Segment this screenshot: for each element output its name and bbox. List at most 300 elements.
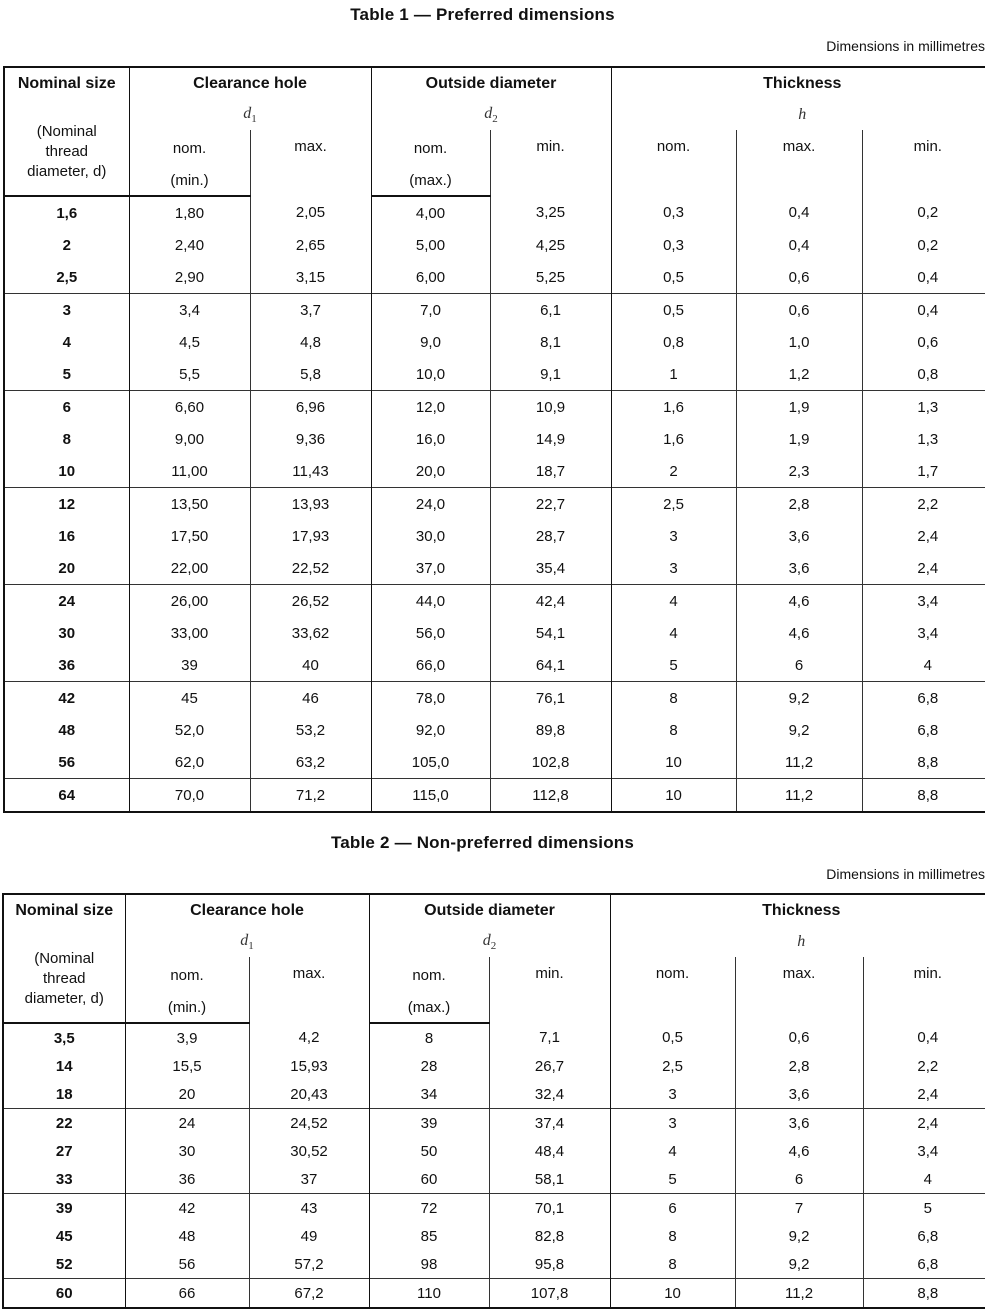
outside-nom-cell: 7,0 xyxy=(371,294,490,327)
nominal-size-cell: 4 xyxy=(62,333,71,351)
thickness-nom-cell: 0,5 xyxy=(611,261,736,294)
thickness-nom-cell: 2 xyxy=(611,455,736,488)
clearance-max-cell: 30,52 xyxy=(249,1137,369,1165)
table-row xyxy=(4,585,985,618)
nominal-size-cell: 27 xyxy=(55,1142,73,1160)
outside-nom-cell: 8 xyxy=(369,1023,489,1052)
thickness-max-cell: 9,2 xyxy=(736,714,862,746)
table-row xyxy=(4,326,985,358)
nominal-size-cell: 33 xyxy=(55,1170,73,1188)
outside-nom-cell: 105,0 xyxy=(371,746,490,779)
clearance-max-cell: 26,52 xyxy=(250,585,371,618)
thickness-max-cell: 1,9 xyxy=(736,423,862,455)
clearance-max-cell: 4,8 xyxy=(250,326,371,358)
table1-body xyxy=(4,196,985,812)
outside-nom-cell: 110 xyxy=(369,1279,489,1309)
nominal-note-line1: (Nominal xyxy=(36,122,97,140)
symbol-d1: $d_1$ xyxy=(125,927,369,957)
thickness-max-cell: 0,6 xyxy=(736,261,862,294)
nominal-size-cell: 45 xyxy=(55,1227,73,1245)
outside-nom-cell: 78,0 xyxy=(371,682,490,715)
header-clearance-hole: Clearance hole xyxy=(125,894,369,927)
header-clearance-hole: Clearance hole xyxy=(129,67,371,100)
outside-nom-cell: 9,0 xyxy=(371,326,490,358)
outside-min-cell: 64,1 xyxy=(490,649,611,682)
table-row xyxy=(3,1137,985,1165)
header-nom: nom. xyxy=(610,957,735,1023)
header-outside-diameter: Outside diameter xyxy=(371,67,611,100)
outside-min-cell: 37,4 xyxy=(489,1109,610,1138)
clearance-nom-cell: 36 xyxy=(125,1165,249,1194)
symbol-h: h xyxy=(610,927,985,957)
thickness-min-cell: 0,4 xyxy=(862,261,985,294)
thickness-nom-cell: 2,5 xyxy=(611,488,736,521)
header-nom: nom. xyxy=(611,130,736,196)
header-outside-diameter: Outside diameter xyxy=(369,894,610,927)
clearance-max-cell: 2,05 xyxy=(250,196,371,229)
thickness-nom-cell: 8 xyxy=(611,682,736,715)
thickness-max-cell: 4,6 xyxy=(735,1137,863,1165)
outside-min-cell: 5,25 xyxy=(490,261,611,294)
table-row xyxy=(4,552,985,585)
nominal-size-cell: 2,5 xyxy=(56,268,78,286)
clearance-max-cell: 43 xyxy=(249,1194,369,1223)
nominal-note-line1: (Nominal xyxy=(34,949,95,967)
outside-nom-cell: 28 xyxy=(369,1052,489,1080)
thickness-min-cell: 3,4 xyxy=(862,585,985,618)
clearance-max-cell: 40 xyxy=(250,649,371,682)
thickness-min-cell: 8,8 xyxy=(863,1279,985,1309)
thickness-min-cell: 3,4 xyxy=(862,617,985,649)
outside-nom-cell: 37,0 xyxy=(371,552,490,585)
clearance-nom-cell: 9,00 xyxy=(129,423,250,455)
outside-min-cell: 8,1 xyxy=(490,326,611,358)
clearance-nom-cell: 4,5 xyxy=(129,326,250,358)
outside-nom-cell: 39 xyxy=(369,1109,489,1138)
clearance-max-cell: 3,15 xyxy=(250,261,371,294)
outside-min-cell: 6,1 xyxy=(490,294,611,327)
thickness-nom-cell: 8 xyxy=(611,714,736,746)
thickness-nom-cell: 10 xyxy=(611,746,736,779)
thickness-nom-cell: 8 xyxy=(610,1222,735,1250)
thickness-nom-cell: 4 xyxy=(611,585,736,618)
clearance-max-cell: 71,2 xyxy=(250,779,371,813)
nominal-note-line2: thread xyxy=(42,969,86,987)
table-row xyxy=(3,1080,985,1109)
thickness-min-cell: 0,2 xyxy=(862,196,985,229)
table-row xyxy=(4,294,985,327)
thickness-min-cell: 1,3 xyxy=(862,391,985,424)
header-thickness: Thickness xyxy=(610,894,985,927)
thickness-max-cell: 1,0 xyxy=(736,326,862,358)
thickness-nom-cell: 3 xyxy=(610,1109,735,1138)
table-row xyxy=(3,1250,985,1279)
thickness-max-cell: 11,2 xyxy=(735,1279,863,1309)
outside-min-cell: 35,4 xyxy=(490,552,611,585)
clearance-nom-cell: 66 xyxy=(125,1279,249,1309)
table-row xyxy=(4,229,985,261)
outside-min-cell: 9,1 xyxy=(490,358,611,391)
thickness-min-cell: 4 xyxy=(862,649,985,682)
nominal-size-cell: 64 xyxy=(4,779,129,813)
header-min-paren: (min.) xyxy=(129,166,250,196)
clearance-nom-cell: 33,00 xyxy=(129,617,250,649)
thickness-max-cell: 0,6 xyxy=(735,1023,863,1052)
clearance-nom-cell: 15,5 xyxy=(125,1052,249,1080)
thickness-min-cell: 6,8 xyxy=(863,1222,985,1250)
symbol-d2: $d_2$ xyxy=(369,927,610,957)
clearance-max-cell: 6,96 xyxy=(250,391,371,424)
thickness-max-cell: 9,2 xyxy=(735,1222,863,1250)
table1-title: Table 1 — Preferred dimensions xyxy=(350,5,615,24)
thickness-nom-cell: 0,5 xyxy=(610,1023,735,1052)
nominal-size-cell: 20 xyxy=(58,559,76,577)
outside-nom-cell: 34 xyxy=(369,1080,489,1109)
thickness-min-cell: 0,4 xyxy=(862,294,985,327)
nominal-size-cell: 14 xyxy=(55,1057,73,1075)
thickness-nom-cell: 4 xyxy=(610,1137,735,1165)
outside-min-cell: 14,9 xyxy=(490,423,611,455)
clearance-max-cell: 5,8 xyxy=(250,358,371,391)
clearance-max-cell: 11,43 xyxy=(250,455,371,488)
thickness-nom-cell: 10 xyxy=(611,779,736,813)
clearance-max-cell: 4,2 xyxy=(249,1023,369,1052)
thickness-min-cell: 5 xyxy=(863,1194,985,1223)
table-row xyxy=(4,391,985,424)
clearance-nom-cell: 39 xyxy=(129,649,250,682)
header-max: max. xyxy=(735,957,863,1023)
table-row xyxy=(4,455,985,488)
table-row xyxy=(4,261,985,294)
thickness-min-cell: 2,4 xyxy=(863,1109,985,1138)
table-row xyxy=(4,488,985,521)
table-row xyxy=(3,1109,985,1138)
clearance-max-cell: 37 xyxy=(249,1165,369,1194)
outside-nom-cell: 72 xyxy=(369,1194,489,1223)
thickness-min-cell: 6,8 xyxy=(863,1250,985,1279)
nominal-note-line3: diameter, d) xyxy=(27,162,107,180)
nominal-size-cell: 36 xyxy=(58,656,76,674)
header-min-paren: (min.) xyxy=(125,993,249,1023)
thickness-nom-cell: 0,3 xyxy=(611,229,736,261)
header-min: min. xyxy=(862,130,985,196)
clearance-max-cell: 46 xyxy=(250,682,371,715)
nominal-size-cell: 12 xyxy=(4,488,129,521)
thickness-min-cell: 6,8 xyxy=(862,682,985,715)
thickness-nom-cell: 10 xyxy=(610,1279,735,1309)
outside-nom-cell: 16,0 xyxy=(371,423,490,455)
nominal-note-line3: diameter, d) xyxy=(24,989,104,1007)
table1 xyxy=(3,66,985,813)
thickness-max-cell: 3,6 xyxy=(735,1109,863,1138)
thickness-max-cell: 9,2 xyxy=(735,1250,863,1279)
nominal-size-cell: 18 xyxy=(55,1085,73,1103)
thickness-max-cell: 3,6 xyxy=(735,1080,863,1109)
header-thickness: Thickness xyxy=(611,67,985,100)
table-row xyxy=(3,1165,985,1194)
thickness-max-cell: 0,4 xyxy=(736,196,862,229)
thickness-max-cell: 2,8 xyxy=(736,488,862,521)
thickness-nom-cell: 5 xyxy=(611,649,736,682)
table2-body xyxy=(3,1023,985,1308)
thickness-nom-cell: 2,5 xyxy=(610,1052,735,1080)
table-row xyxy=(4,617,985,649)
nominal-note-line2: thread xyxy=(45,142,89,160)
header-nom: nom. xyxy=(129,130,250,166)
clearance-nom-cell: 11,00 xyxy=(129,455,250,488)
clearance-nom-cell: 42 xyxy=(125,1194,249,1223)
nominal-size-cell: 24 xyxy=(4,585,129,618)
outside-nom-cell: 6,00 xyxy=(371,261,490,294)
thickness-min-cell: 0,4 xyxy=(863,1023,985,1052)
thickness-max-cell: 3,6 xyxy=(736,520,862,552)
nominal-size-cell: 39 xyxy=(3,1194,125,1223)
nominal-size-cell: 3 xyxy=(4,294,129,327)
thickness-max-cell: 11,2 xyxy=(736,779,862,813)
table1-units-note: Dimensions in millimetres xyxy=(826,38,985,54)
header-max: max. xyxy=(250,130,371,196)
table-row xyxy=(4,779,985,813)
clearance-max-cell: 20,43 xyxy=(249,1080,369,1109)
outside-min-cell: 58,1 xyxy=(489,1165,610,1194)
outside-nom-cell: 44,0 xyxy=(371,585,490,618)
outside-min-cell: 26,7 xyxy=(489,1052,610,1080)
thickness-min-cell: 2,2 xyxy=(863,1052,985,1080)
symbol-h: h xyxy=(611,100,985,130)
thickness-max-cell: 7 xyxy=(735,1194,863,1223)
symbol-d2: $d_2$ xyxy=(371,100,611,130)
thickness-max-cell: 2,8 xyxy=(735,1052,863,1080)
thickness-max-cell: 6 xyxy=(736,649,862,682)
thickness-max-cell: 0,6 xyxy=(736,294,862,327)
outside-min-cell: 32,4 xyxy=(489,1080,610,1109)
clearance-max-cell: 49 xyxy=(249,1222,369,1250)
clearance-nom-cell: 1,80 xyxy=(129,196,250,229)
table-row xyxy=(3,1194,985,1223)
header-nominal-size: Nominal size xyxy=(17,75,116,92)
header-nominal-note xyxy=(4,100,129,196)
thickness-min-cell: 1,7 xyxy=(862,455,985,488)
thickness-nom-cell: 4 xyxy=(611,617,736,649)
table-row xyxy=(4,682,985,715)
outside-min-cell: 22,7 xyxy=(490,488,611,521)
table-row xyxy=(4,746,985,779)
outside-min-cell: 102,8 xyxy=(490,746,611,779)
thickness-max-cell: 1,9 xyxy=(736,391,862,424)
thickness-max-cell: 11,2 xyxy=(736,746,862,779)
clearance-nom-cell: 48 xyxy=(125,1222,249,1250)
nominal-size-cell: 30 xyxy=(58,624,76,642)
header-min: min. xyxy=(863,957,985,1023)
nominal-size-cell: 8 xyxy=(62,430,71,448)
nominal-size-cell: 16 xyxy=(58,527,76,545)
thickness-nom-cell: 0,8 xyxy=(611,326,736,358)
thickness-max-cell: 0,4 xyxy=(736,229,862,261)
nominal-size-cell: 6 xyxy=(4,391,129,424)
clearance-max-cell: 24,52 xyxy=(249,1109,369,1138)
thickness-min-cell: 2,2 xyxy=(862,488,985,521)
thickness-min-cell: 0,2 xyxy=(862,229,985,261)
outside-min-cell: 42,4 xyxy=(490,585,611,618)
clearance-nom-cell: 26,00 xyxy=(129,585,250,618)
clearance-nom-cell: 45 xyxy=(129,682,250,715)
thickness-max-cell: 2,3 xyxy=(736,455,862,488)
thickness-nom-cell: 1,6 xyxy=(611,423,736,455)
outside-nom-cell: 50 xyxy=(369,1137,489,1165)
clearance-nom-cell: 22,00 xyxy=(129,552,250,585)
outside-nom-cell: 98 xyxy=(369,1250,489,1279)
table-row xyxy=(4,649,985,682)
thickness-nom-cell: 1 xyxy=(611,358,736,391)
clearance-max-cell: 67,2 xyxy=(249,1279,369,1309)
table-row xyxy=(4,196,985,229)
header-nominal-note xyxy=(3,927,125,1023)
thickness-nom-cell: 0,5 xyxy=(611,294,736,327)
header-min: min. xyxy=(490,130,611,196)
clearance-nom-cell: 3,4 xyxy=(129,294,250,327)
clearance-nom-cell: 6,60 xyxy=(129,391,250,424)
header-max-paren: (max.) xyxy=(369,993,489,1023)
thickness-min-cell: 3,4 xyxy=(863,1137,985,1165)
header-max: max. xyxy=(249,957,369,1023)
outside-min-cell: 89,8 xyxy=(490,714,611,746)
thickness-nom-cell: 3 xyxy=(611,520,736,552)
thickness-min-cell: 0,8 xyxy=(862,358,985,391)
table2-units-note: Dimensions in millimetres xyxy=(826,866,985,882)
symbol-d1: $d_1$ xyxy=(129,100,371,130)
nominal-size-cell: 56 xyxy=(58,753,76,771)
table2 xyxy=(2,893,985,1309)
table-row xyxy=(4,714,985,746)
outside-nom-cell: 5,00 xyxy=(371,229,490,261)
nominal-size-cell: 22 xyxy=(3,1109,125,1138)
clearance-nom-cell: 2,90 xyxy=(129,261,250,294)
clearance-nom-cell: 5,5 xyxy=(129,358,250,391)
table-row xyxy=(3,1023,985,1052)
outside-nom-cell: 66,0 xyxy=(371,649,490,682)
outside-nom-cell: 10,0 xyxy=(371,358,490,391)
nominal-size-cell: 48 xyxy=(58,721,76,739)
clearance-nom-cell: 62,0 xyxy=(129,746,250,779)
thickness-nom-cell: 0,3 xyxy=(611,196,736,229)
thickness-min-cell: 0,6 xyxy=(862,326,985,358)
thickness-max-cell: 3,6 xyxy=(736,552,862,585)
thickness-max-cell: 6 xyxy=(735,1165,863,1194)
outside-nom-cell: 20,0 xyxy=(371,455,490,488)
thickness-min-cell: 2,4 xyxy=(862,520,985,552)
outside-nom-cell: 115,0 xyxy=(371,779,490,813)
outside-min-cell: 7,1 xyxy=(489,1023,610,1052)
nominal-size-cell: 42 xyxy=(4,682,129,715)
clearance-max-cell: 15,93 xyxy=(249,1052,369,1080)
clearance-nom-cell: 70,0 xyxy=(129,779,250,813)
outside-min-cell: 3,25 xyxy=(490,196,611,229)
nominal-size-cell: 10 xyxy=(58,462,76,480)
clearance-nom-cell: 52,0 xyxy=(129,714,250,746)
nominal-size-cell: 5 xyxy=(62,365,71,383)
thickness-nom-cell: 5 xyxy=(610,1165,735,1194)
outside-nom-cell: 56,0 xyxy=(371,617,490,649)
clearance-max-cell: 13,93 xyxy=(250,488,371,521)
clearance-nom-cell: 3,9 xyxy=(125,1023,249,1052)
table-row xyxy=(4,423,985,455)
outside-nom-cell: 30,0 xyxy=(371,520,490,552)
table-row xyxy=(4,358,985,391)
clearance-max-cell: 57,2 xyxy=(249,1250,369,1279)
clearance-nom-cell: 2,40 xyxy=(129,229,250,261)
outside-nom-cell: 24,0 xyxy=(371,488,490,521)
clearance-nom-cell: 56 xyxy=(125,1250,249,1279)
thickness-nom-cell: 1,6 xyxy=(611,391,736,424)
thickness-max-cell: 4,6 xyxy=(736,617,862,649)
table-row xyxy=(3,1279,985,1309)
outside-nom-cell: 85 xyxy=(369,1222,489,1250)
table2-title: Table 2 — Non-preferred dimensions xyxy=(330,833,635,852)
outside-min-cell: 10,9 xyxy=(490,391,611,424)
table-row xyxy=(3,1052,985,1080)
nominal-size-cell: 2 xyxy=(62,236,71,254)
clearance-max-cell: 63,2 xyxy=(250,746,371,779)
outside-min-cell: 112,8 xyxy=(490,779,611,813)
nominal-size-cell: 1,6 xyxy=(56,204,78,222)
thickness-nom-cell: 3 xyxy=(610,1080,735,1109)
header-nom: nom. xyxy=(369,957,489,993)
clearance-max-cell: 9,36 xyxy=(250,423,371,455)
thickness-max-cell: 4,6 xyxy=(736,585,862,618)
thickness-min-cell: 4 xyxy=(863,1165,985,1194)
outside-min-cell: 70,1 xyxy=(489,1194,610,1223)
thickness-min-cell: 2,4 xyxy=(863,1080,985,1109)
header-max: max. xyxy=(736,130,862,196)
nominal-size-cell: 52 xyxy=(55,1255,73,1273)
outside-min-cell: 76,1 xyxy=(490,682,611,715)
clearance-max-cell: 33,62 xyxy=(250,617,371,649)
nominal-size-cell: 3,5 xyxy=(53,1029,75,1047)
clearance-nom-cell: 13,50 xyxy=(129,488,250,521)
clearance-max-cell: 3,7 xyxy=(250,294,371,327)
table-row xyxy=(3,1222,985,1250)
header-nom: nom. xyxy=(371,130,490,166)
header-nom: nom. xyxy=(125,957,249,993)
table1-header xyxy=(4,67,985,196)
outside-min-cell: 4,25 xyxy=(490,229,611,261)
table-row xyxy=(4,520,985,552)
outside-min-cell: 54,1 xyxy=(490,617,611,649)
thickness-nom-cell: 8 xyxy=(610,1250,735,1279)
thickness-min-cell: 6,8 xyxy=(862,714,985,746)
clearance-nom-cell: 20 xyxy=(125,1080,249,1109)
table2-header xyxy=(3,894,985,1023)
nominal-size-cell: 60 xyxy=(3,1279,125,1309)
clearance-max-cell: 17,93 xyxy=(250,520,371,552)
thickness-min-cell: 8,8 xyxy=(862,746,985,779)
outside-nom-cell: 92,0 xyxy=(371,714,490,746)
clearance-max-cell: 53,2 xyxy=(250,714,371,746)
outside-min-cell: 107,8 xyxy=(489,1279,610,1309)
header-max-paren: (max.) xyxy=(371,166,490,196)
outside-min-cell: 82,8 xyxy=(489,1222,610,1250)
thickness-nom-cell: 3 xyxy=(611,552,736,585)
clearance-nom-cell: 17,50 xyxy=(129,520,250,552)
clearance-nom-cell: 30 xyxy=(125,1137,249,1165)
thickness-nom-cell: 6 xyxy=(610,1194,735,1223)
thickness-min-cell: 2,4 xyxy=(862,552,985,585)
thickness-min-cell: 8,8 xyxy=(862,779,985,813)
outside-nom-cell: 4,00 xyxy=(371,196,490,229)
thickness-min-cell: 1,3 xyxy=(862,423,985,455)
thickness-max-cell: 9,2 xyxy=(736,682,862,715)
clearance-max-cell: 22,52 xyxy=(250,552,371,585)
